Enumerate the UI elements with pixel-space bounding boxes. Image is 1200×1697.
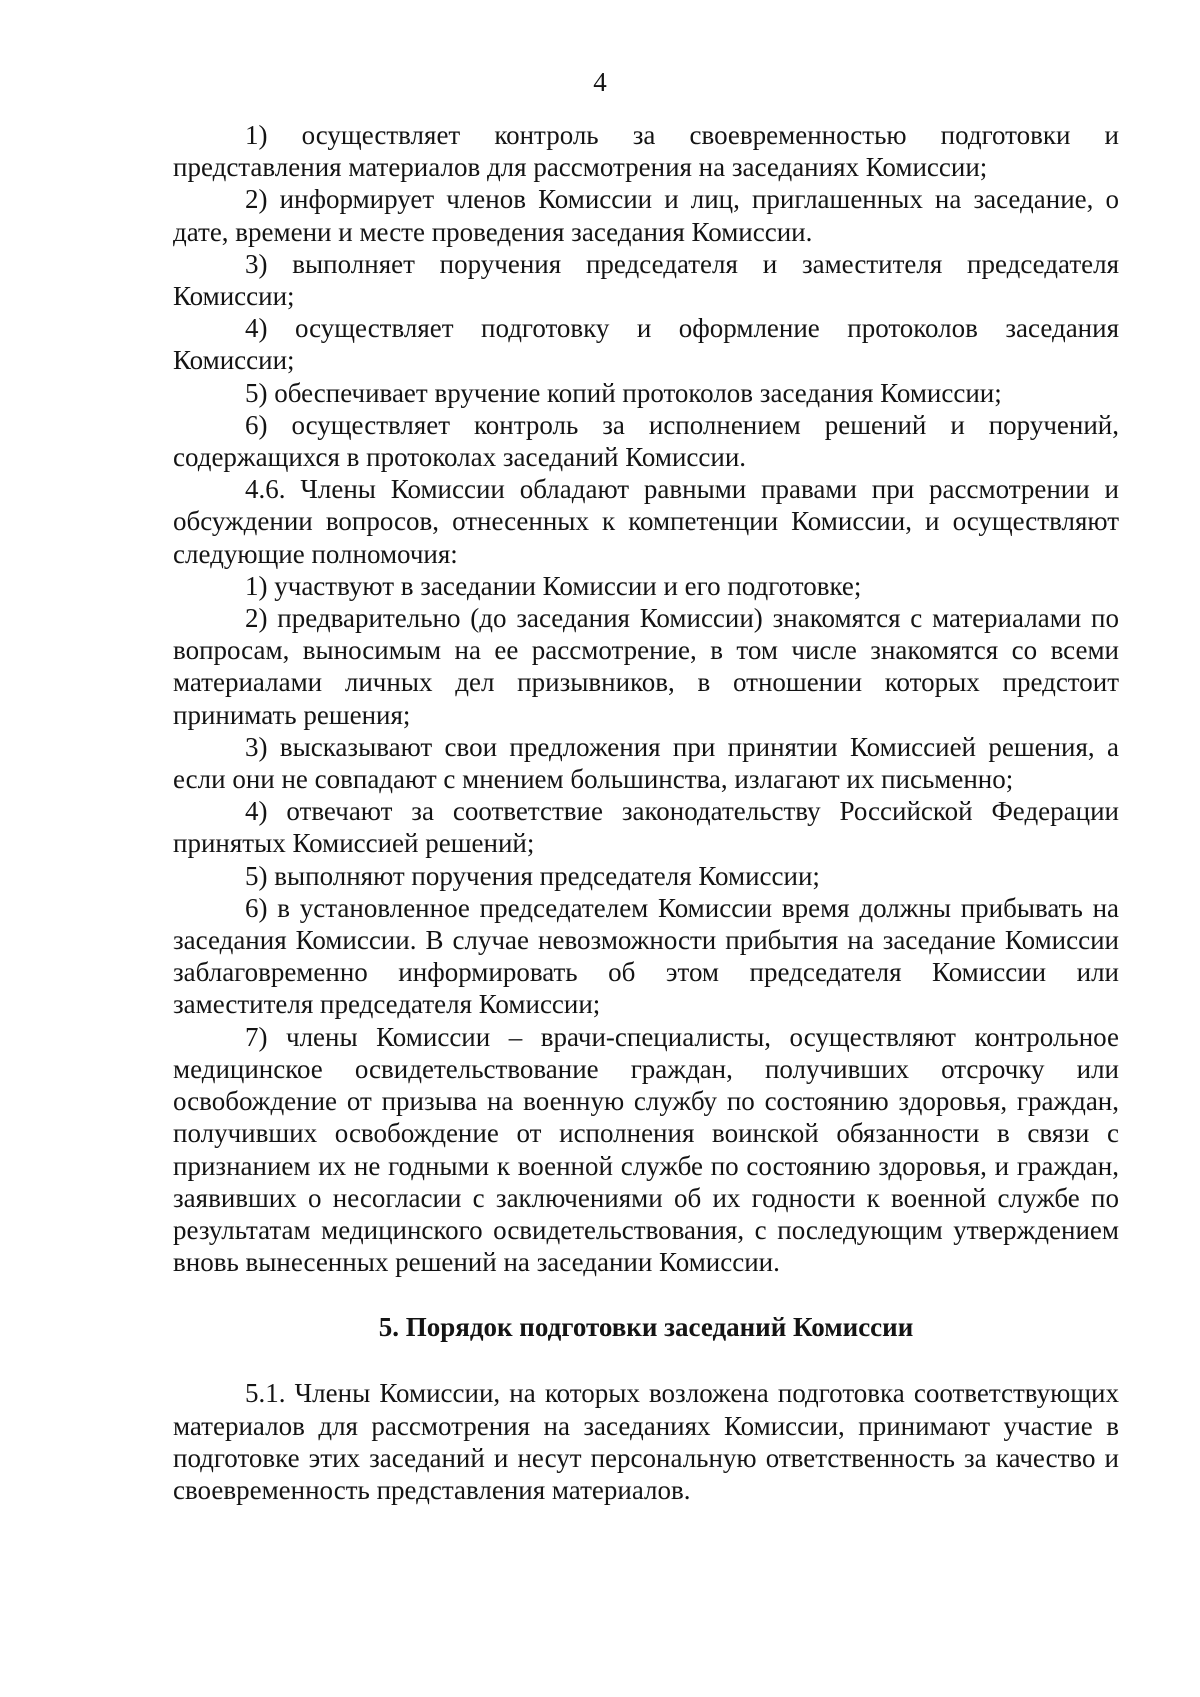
paragraph-power-5: 5) выполняют поручения председателя Комиссии;	[245, 860, 820, 891]
paragraph-power-3: 3) высказывают свои предложения при принятии Комиссией решения, а если они не совпадают с мнением большинства, излагают их письменно;	[173, 731, 1119, 795]
paragraph-power-2: 2) предварительно (до заседания Комиссии) знакомятся с материалами по вопросам, выносимым на ее рассмотрение, в том числе знакомятся со всеми материалами личных дел призывников, в отношении которых предстоит принимать решения;	[173, 603, 1119, 730]
paragraph-item-5: 5) обеспечивает вручение копий протоколов заседания Комиссии;	[245, 377, 1002, 408]
document-body	[173, 119, 1119, 1506]
paragraph-item-3: 3) выполняет поручения председателя и заместителя председателя Комиссии;	[173, 248, 1119, 312]
paragraph-power-6: 6) в установленное председателем Комиссии время должны прибывать на заседания Комиссии. В случае невозможности прибытия на заседание Комиссии заблаговременно информировать об этом председателя Комиссии или заместителя председателя Комиссии;	[173, 892, 1119, 1020]
paragraph-power-4: 4) отвечают за соответствие законодательству Российской Федерации принятых Комиссией решений;	[173, 796, 1119, 859]
paragraph-item-2: 2) информирует членов Комиссии и лиц, приглашенных на заседание, о дате, времени и месте проведения заседания Комиссии.	[173, 184, 1119, 247]
paragraph-clause-5-1: 5.1. Члены Комиссии, на которых возложена подготовка соответствующих материалов для рассмотрения на заседаниях Комиссии, принимают участие в подготовке этих заседаний и несут персональную ответственность за качество и своевременность представления материалов.	[173, 1378, 1119, 1505]
paragraph-power-1: 1) участвуют в заседании Комиссии и его подготовке;	[245, 570, 862, 601]
paragraph-item-4: 4) осуществляет подготовку и оформление протоколов заседания Комиссии;	[173, 313, 1119, 376]
paragraph-item-1: 1) осуществляет контроль за своевременностью подготовки и представления материалов для рассмотрения на заседаниях Комиссии;	[173, 120, 1119, 183]
page-number: 4	[593, 67, 607, 97]
paragraph-clause-4-6: 4.6. Члены Комиссии обладают равными правами при рассмотрении и обсуждении вопросов, отнесенных к компетенции Комиссии, и осуществляют следующие полномочия:	[173, 474, 1119, 569]
section-heading: 5. Порядок подготовки заседаний Комиссии	[378, 1312, 914, 1343]
paragraph-power-7: 7) члены Комиссии – врачи-специалисты, осуществляют контрольное медицинское освидетельствование граждан, получивших отсрочку или освобождение от призыва на военную службу по состоянию здоровья, граждан, получивших освобождение от исполнения воинской обязанности в связи с признанием их не годными к военной службе по состоянию здоровья, и граждан, заявивших о несогласии с заключениями об их годности к военной службе по результатам медицинского освидетельствования, с последующим утверждением вновь вынесенных решений на заседании Комиссии.	[173, 1021, 1119, 1278]
paragraph-item-6: 6) осуществляет контроль за исполнением решений и поручений, содержащихся в протоколах заседаний Комиссии.	[173, 409, 1119, 473]
